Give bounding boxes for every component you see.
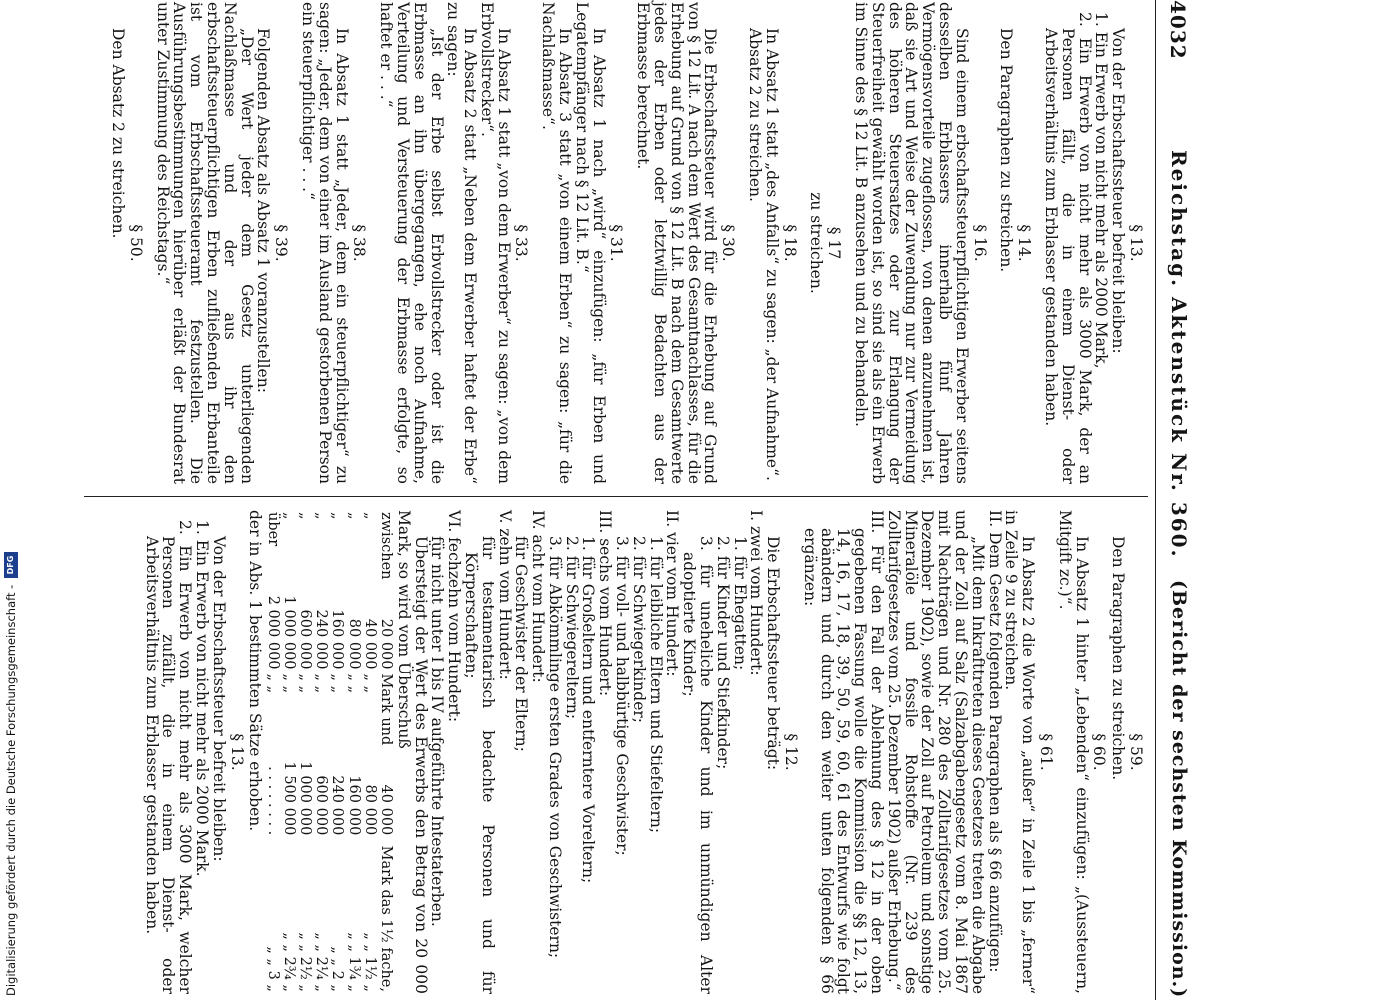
roman-item: II. Dem Gesetz folgenden Paragraphen als § 66 anzufügen: [985, 510, 1004, 973]
running-title: Reichstag. Aktenstück Nr. 360. [1167, 150, 1191, 559]
paragraph: In Absatz 1 statt „des Anfalls“ zu sagen: „der Aufnahme“. [762, 28, 781, 481]
tax-class: VI. fechzehn vom Hundert: [445, 510, 464, 723]
rate-from: 2 000 000 [264, 595, 281, 670]
right-column [143, 510, 1146, 994]
rate-row [313, 510, 329, 994]
list-item: 1. für leibliche Eltern und Stiefeltern; [646, 536, 665, 834]
rate-label: „ [313, 512, 330, 520]
paragraph: Den Paragraphen zu streichen. [997, 28, 1016, 273]
section-heading: § 18. [780, 224, 799, 262]
digitization-credit [1, 555, 19, 996]
rate-unit: „ „ [296, 673, 313, 694]
paragraph: Absatz 2 zu streichen. [746, 28, 765, 202]
list-item: für nicht unter I bis IV aufgeführte Intestaterben. [428, 536, 447, 927]
list-item: 2. Ein Erwerb von nicht mehr als 3000 Mark, welcher Personen zufällt, die in einem Dienst- oder Arbeitsverhältnis zum Erblasser gestanden haben. [142, 520, 195, 994]
rate-row [281, 510, 297, 994]
tax-class: IV. acht vom Hundert: [529, 510, 548, 683]
list-item: 3. für Abkömmlinge ersten Grades von Geschwistern; [545, 536, 564, 959]
section-heading: § 39. [272, 224, 291, 262]
rate-factor: „ „ 2 „ [329, 946, 346, 992]
section-heading: § 13. [1127, 224, 1145, 262]
rate-unit: „ „ [361, 673, 378, 694]
rate-row [264, 510, 280, 994]
paragraph: In Absatz 1 statt „Jeder, dem ein steuerpflichtiger“ zu sagen: „Jeder, dem von einer im Ausland gestorbenen Person ein steuerpflichtiger . . .“ [298, 2, 351, 484]
tax-class: II. vier vom Hundert: [663, 510, 682, 677]
list-item: 1. Ein Erwerb von nicht mehr als 2000 Mark, [1092, 12, 1111, 369]
rate-label: zwischen [377, 512, 394, 580]
list-item: für Geschwister der Eltern; [512, 536, 531, 752]
running-subtitle: (Bericht der sechsten Kommission.) [1168, 580, 1190, 999]
rate-to: 1 000 000 [296, 761, 313, 836]
rate-factor: Mark das 1½ fache, [377, 845, 394, 992]
rate-factor: „ „ 2¾ „ [280, 932, 297, 992]
rate-from: 40 000 [361, 618, 378, 670]
rate-to: 240 000 [329, 775, 346, 836]
tax-class: III. sechs vom Hundert: [596, 510, 615, 697]
list-item: 2. Ein Erwerb von nicht mehr als 3000 Mark, der an Personen fällt, die in einem Dienst- oder Arbeitsverhältnis zum Erblasser gestanden haben. [1042, 12, 1094, 484]
paragraph: Die Erbschaftssteuer beträgt: [764, 536, 783, 771]
rate-label: „ [296, 512, 313, 520]
list-item: für testamentarisch bedachte Personen und für Körperschaften; [461, 536, 497, 994]
page-number: 4032 [1166, 0, 1190, 60]
rate-row [378, 510, 394, 994]
section-heading: § 31. [607, 224, 626, 262]
section-heading: § 61. [1037, 733, 1056, 771]
rate-label: „ [329, 512, 346, 520]
section-heading: § 14. [1015, 224, 1034, 262]
list-item: 3. für voll- und halbbürtige Geschwister; [613, 536, 632, 856]
rate-label: über [264, 512, 281, 547]
page-header [1155, 0, 1190, 1000]
section-heading: § 59. [1127, 733, 1145, 771]
list-item: 2. für Schwiegerkinder; [629, 536, 648, 724]
list-item: 1. für Ehegatten; [730, 536, 749, 671]
section-heading: § 30. [719, 224, 738, 262]
quoted-paragraph: „Mit dem Inkrafttreten dieses Gesetzes treten die Abgabe und der Zoll auf Salz (Salzabgabengesetz vom 8. Mai 1867 mit Nachträgen und Nr. 280 des Zolltarifgesetzes vom 25. Dezember 1902), sowie der Zoll auf Petroleum und sonstige Mineralöle und fossile Rohstoffe (Nr. 239 des Zolltarifgesetzes vom 25. Dezember 1902) außer Erhebung.“ [884, 510, 987, 994]
section-heading: § 12. [782, 733, 801, 771]
paragraph: In Absatz 1 statt „von dem Erwerber“ zu sagen: „von dem Erbvollstrecker“. [477, 2, 513, 484]
list-item: 3. für uneheliche Kinder und im unmündigen Alter adoptierte Kinder; [680, 536, 716, 994]
rate-unit: „ „ [329, 673, 346, 694]
list-item: 1. für Großeltern und entferntere Voreltern; [579, 536, 598, 884]
rate-to: 1 500 000 [280, 761, 297, 836]
paragraph: In Absatz 2 die Worte von „außer“ in Zeile 1 bis „ferner“ in Zeile 9 zu streichen. [1002, 510, 1038, 994]
quoted-paragraph: „Ist der Erbe selbst Erbvollstrecker oder ist die Erbmasse an ihn übergegangen, ehe noch Aufnahme, Verteilung und Versteuerung der Erbmasse erfolgte, so haftet er . . .“ [377, 2, 446, 484]
rate-label: „ [345, 512, 362, 520]
rate-unit: „ „ [313, 673, 330, 694]
credit-text: Digitalisierung gefördert durch die Deutsche Forschungsgemeinschaft - [3, 584, 18, 996]
section-heading: § 13. [227, 733, 246, 771]
rate-unit: „ „ [264, 673, 281, 694]
paragraph: In Absatz 1 nach „wird“ einzufügen: „für Erben und Legatempfänger nach § 12 Lit. B.“ [572, 2, 608, 484]
rate-to: 160 000 [345, 775, 362, 836]
list-item: 2. für Schwiegereltern; [562, 536, 581, 720]
column-rule [84, 496, 1148, 497]
section-heading: § 38. [350, 224, 369, 262]
paragraph: zu streichen. [807, 192, 826, 294]
rate-unit: „ „ [345, 673, 362, 694]
rate-from: 600 000 [296, 609, 313, 670]
rate-row [362, 510, 378, 994]
rate-unit: „ „ [280, 673, 297, 694]
dfg-logo: DFG [4, 552, 18, 578]
rate-from: 80 000 [345, 618, 362, 670]
rate-row [329, 510, 345, 994]
tax-class: V. zehn vom Hundert: [495, 510, 514, 680]
tax-class: I. zwei vom Hundert: [747, 510, 766, 676]
rate-table-body [264, 510, 394, 994]
paragraph: Den Absatz 2 zu streichen. [108, 28, 127, 239]
section-heading: § 50. [126, 224, 145, 262]
roman-item: III. Für den Fall der Ablehnung des § 12 in der oben gegebenen Fassung wolle die Kommission die §§ 12, 13, 14, 16, 17, 18, 39, 50, 59, 60, 61 des Entwurfs wie folgt abändern und durch den weiter unten folgenden § 66 ergänzen: [800, 510, 887, 994]
rate-to: 40 000 [377, 784, 394, 836]
rate-to: 600 000 [313, 775, 330, 836]
paragraph: Von der Erbschaftssteuer befreit bleiben: [209, 536, 228, 862]
paragraph: In Absatz 1 hinter „Lebenden“ einzufügen: „(Aussteuern, Mitgift zc.)“. [1055, 510, 1091, 994]
rate-label: „ [361, 512, 378, 520]
section-heading: § 16. [970, 224, 989, 262]
section-heading: § 33. [512, 224, 531, 262]
rate-factor: „ „ 2½ „ [296, 932, 313, 992]
paragraph: Die Erbschaftssteuer wird für die Erhebung auf Grund von § 12 Lit. A nach dem Wert des Gesamtnachlasses, für die Erhebung auf Grund von § 12 Lit. B nach dem Gesamtwerte jedes der Erben oder letztwillig Bedachten aus der Erbmasse berechnet. [634, 2, 720, 484]
rate-row [345, 510, 361, 994]
paragraph: In Absatz 2 statt „Neben dem Erwerber haftet der Erbe“ zu sagen: [444, 2, 480, 484]
section-heading: § 60. [1090, 733, 1109, 771]
quoted-paragraph: „Der Wert jeder dem Gesetz unterliegenden Nachlaßmasse und der aus ihr den erbschaftssteuerpflichtigen Erben zufließenden Erbanteile ist vom Erbschaftssteueramt festzustellen. Die Ausführungsbestimmungen hierüber erläßt der Bundesrat unter Zustimmung des Reichstags.“ [153, 2, 256, 484]
rate-from: 1 000 000 [280, 595, 297, 670]
paragraph: der in Abs. 1 bestimmten Sätze erhoben. [246, 510, 265, 832]
rate-from: 160 000 [329, 609, 346, 670]
rate-from: 20 000 [377, 618, 394, 670]
list-item: 1. Ein Erwerb von nicht mehr als 2000 Mark. [192, 520, 211, 877]
paragraph: Sind einem erbschaftssteuerpflichtigen Erwerber seitens desselben Erblassers innerhalb fünf Jahren Vermögensvorteile zugeflossen, von denen anzunehmen ist, daß sie Art und Weise der Zuwendung nur zur Vermeidung des höheren Steuersatzes oder zur Erlangung der Steuerfreiheit gewählt worden ist, so sind sie als ein Erwerb im Sinne des § 12 Lit. B anzusehen und zu behandeln. [852, 2, 971, 484]
rate-factor: „ „ 1¾ „ [345, 932, 362, 992]
rate-label: „ [280, 512, 297, 520]
left-column [109, 2, 1146, 484]
rate-row [297, 510, 313, 994]
paragraph: In Absatz 3 statt „von einem Erben“ zu sagen: „für die Nachlaßmasse“. [539, 2, 575, 484]
list-item: 2. für Kinder und Stiefkinder; [713, 536, 732, 770]
paragraph: Von der Erbschaftssteuer befreit bleiben: [1109, 28, 1128, 354]
rate-from: 240 000 [313, 609, 330, 670]
section-heading: § 17 [825, 226, 844, 260]
rate-to: . . . . . . . . [264, 766, 281, 836]
rate-to: 80 000 [361, 784, 378, 836]
rate-factor: „ „ 3 „ [264, 946, 281, 992]
rate-factor: „ „ 1½ „ [361, 932, 378, 992]
rate-table [264, 510, 394, 994]
rate-unit: Mark und [377, 673, 394, 746]
rate-factor: „ „ 2¼ „ [313, 932, 330, 992]
paragraph: Folgenden Absatz als Absatz 1 voranzustellen: [254, 28, 273, 393]
paragraph: Übersteigt der Wert des Erwerbs den Betrag von 20 000 Mark, so wird vom Überschuß [394, 510, 430, 994]
paragraph: Den Paragraphen zu streichen. [1109, 536, 1128, 781]
